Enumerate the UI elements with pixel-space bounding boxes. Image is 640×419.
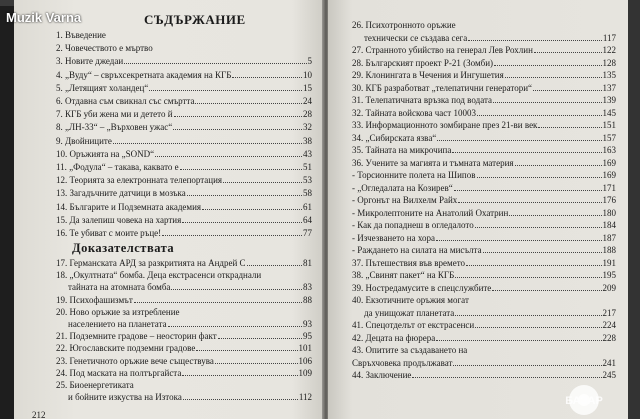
toc-entry-title: - Как да попаднеш в огледалото (352, 220, 474, 230)
toc-entry-page: 32 (303, 122, 312, 133)
toc-entry-page: 112 (298, 392, 312, 403)
toc-entry-page: 122 (602, 45, 616, 55)
toc-entry-title: 2. Човечеството е мъртво (56, 43, 153, 54)
toc-entry-title: - „Огледалата на Козирев“ (352, 182, 453, 193)
toc-entry (352, 245, 616, 255)
toc-entry-title: 34. „Сибирската язва“ (352, 132, 437, 143)
toc-entry (56, 30, 106, 40)
toc-entry-page: 180 (602, 207, 616, 218)
toc-entry-title: тайната на атомната бомба (68, 282, 171, 293)
toc-leader-dots (218, 338, 302, 339)
toc-entry (352, 270, 616, 280)
toc-entry-title: 15. Да залепиш човека на хартия (56, 214, 182, 225)
toc-leader-dots (168, 326, 302, 327)
toc-entry-title: 42. Децата на фюрера (352, 332, 436, 343)
toc-entry (352, 283, 616, 293)
toc-entry-title: 36. Учените за магията и тъмната материя (352, 157, 514, 168)
watermark-text: Muzik Varna (6, 10, 82, 25)
toc-entry-page: 88 (303, 294, 312, 305)
toc-leader-dots (492, 290, 601, 291)
toc-entry-title: 37. Пътешествия във времето (352, 257, 466, 268)
toc-entry-title: 21. Подземните градове – неосторин факт (56, 331, 217, 342)
toc-entry-title: 3. Новите джедаи (56, 56, 124, 67)
toc-leader-dots (453, 365, 601, 366)
toc-entry (68, 392, 312, 402)
toc-entry-title: 27. Странното убийство на генерал Лев Рохлин (352, 45, 533, 55)
toc-entry-title: 19. Психофашизмът (56, 294, 133, 305)
toc-entry (56, 258, 312, 268)
toc-leader-dots (171, 289, 302, 290)
toc-leader-dots (223, 182, 302, 183)
toc-entry-page: 106 (298, 355, 312, 366)
toc-entry (56, 368, 312, 378)
toc-entry (352, 20, 456, 30)
toc-entry-page: 169 (602, 170, 616, 180)
toc-leader-dots (515, 165, 602, 166)
toc-entry-page: 64 (303, 214, 312, 225)
toc-entry-title: 11. „Фодула“ – такава, каквато е (56, 162, 179, 172)
toc-entry-page: 24 (303, 96, 312, 106)
toc-entry (56, 380, 134, 390)
toc-entry (352, 70, 616, 80)
toc-entry-title: 29. Клонингата в Чечения и Ингушетия (352, 70, 504, 80)
toc-entry (68, 319, 312, 329)
toc-entry (352, 183, 616, 193)
toc-entry-title: 12. Теорията за електронната телепортация (56, 175, 223, 186)
toc-entry (352, 320, 616, 330)
toc-entry (352, 108, 616, 118)
toc-entry-page: 77 (303, 228, 312, 238)
toc-leader-dots (458, 202, 601, 203)
toc-entry-page: 224 (602, 320, 616, 330)
toc-entry (352, 258, 616, 268)
toc-entry (56, 136, 312, 146)
toc-entry (364, 308, 616, 318)
toc-entry-title: 23. Генетичното оръжие вече съществува (56, 355, 214, 366)
toc-entry (352, 195, 616, 205)
toc-entry (56, 43, 153, 53)
toc-entry (352, 233, 616, 243)
toc-leader-dots (187, 195, 302, 196)
toc-leader-dots (183, 399, 298, 400)
toc-entry-title: - Торсионните полета на Шипов (352, 170, 476, 180)
toc-entry-title: 13. Загадъчните датчици в мозъка (56, 188, 186, 199)
toc-entry-title: - Микролептоните на Анатолий Охатрин (352, 207, 509, 218)
toc-leader-dots (477, 115, 602, 116)
toc-leader-dots (505, 77, 602, 78)
toc-entry (56, 109, 312, 119)
toc-entry-title: 1. Въведение (56, 30, 106, 40)
toc-entry (352, 158, 616, 168)
toc-leader-dots (468, 40, 602, 41)
toc-entry (56, 202, 312, 212)
toc-entry (56, 83, 312, 93)
toc-entry-title: и бойните изкуства на Изтока (68, 392, 182, 403)
toc-leader-dots (162, 235, 302, 236)
toc-entry-title: 31. Телепатичната връзка под водата (352, 95, 492, 105)
toc-entry-title: 8. „ЛН-33“ – „Върховен ужас“ (56, 122, 173, 133)
toc-entry-title: 5. „Летящият холандец“ (56, 82, 149, 93)
toc-entry (56, 70, 312, 80)
toc-entry-page: 28 (303, 109, 312, 120)
toc-entry (56, 149, 312, 159)
toc-entry (56, 56, 312, 66)
toc-entry-page: 5 (307, 56, 312, 67)
toc-leader-dots (494, 65, 601, 66)
toc-entry (56, 307, 180, 317)
dark-background-right (628, 0, 640, 419)
toc-entry-title: 44. Заключение (352, 370, 412, 380)
toc-entry-title: 4. „Вуду“ – свръхсекретната академия на КГБ (56, 69, 232, 80)
toc-entry-title: 22. Югославските подземни градове (56, 343, 196, 354)
toc-leader-dots (475, 227, 602, 228)
toc-entry (352, 208, 616, 218)
toc-entry (56, 295, 312, 305)
toc-entry (352, 83, 616, 93)
toc-entry-title: 10. Оръжията на „SOND“ (56, 148, 155, 159)
toc-leader-dots (454, 190, 602, 191)
toc-leader-dots (509, 215, 601, 216)
page-title: СЪДЪРЖАНИЕ (144, 12, 246, 27)
toc-leader-dots (195, 103, 302, 104)
toc-leader-dots (437, 140, 601, 141)
toc-entry-page: 135 (602, 70, 616, 80)
left-page (14, 0, 323, 419)
toc-leader-dots (247, 265, 302, 266)
toc-entry (56, 270, 261, 280)
toc-entry-page: 169 (602, 157, 616, 168)
toc-entry (352, 95, 616, 105)
toc-entry-page: 51 (303, 162, 312, 172)
toc-entry-title: 43. Опитите за създаването на (352, 345, 468, 355)
toc-entry-title: 18. „Окултната“ бомба. Деца екстрасенси откраднали (56, 270, 262, 281)
toc-entry-title: населението на планетата (68, 319, 167, 329)
toc-entry (56, 122, 312, 132)
toc-leader-dots (533, 90, 601, 91)
svg-text:БАЗАР: БАЗАР (565, 395, 603, 407)
toc-leader-dots (124, 63, 306, 64)
toc-entry-title: 25. Биоенергетиката (56, 380, 134, 390)
toc-entry-page: 157 (602, 132, 616, 143)
dark-background-left (0, 0, 14, 419)
toc-entry-page: 83 (303, 282, 312, 293)
toc-entry (352, 333, 616, 343)
toc-entry (352, 145, 616, 155)
toc-leader-dots (436, 340, 601, 341)
toc-entry-page: 163 (602, 145, 616, 155)
toc-entry-title: 41. Спецотделът от екстрасенси (352, 320, 475, 330)
toc-entry-title: - Оргонът на Вилхелм Райх (352, 195, 458, 205)
toc-entry-page: 53 (303, 175, 312, 186)
toc-entry-page: 95 (303, 331, 312, 342)
toc-entry (352, 345, 467, 355)
toc-entry-title: 6. Отдавна съм свикнал със смъртта (56, 96, 195, 106)
toc-entry-page: 58 (303, 188, 312, 199)
toc-entry (56, 356, 312, 366)
toc-entry (56, 162, 312, 172)
toc-leader-dots (475, 327, 601, 328)
toc-entry-title: - Раждането на силата на мисълта (352, 245, 482, 255)
toc-entry-page: 15 (303, 82, 312, 93)
toc-entry (352, 120, 616, 130)
toc-entry (352, 220, 616, 230)
toc-entry-page: 109 (298, 367, 312, 378)
toc-leader-dots (180, 169, 302, 170)
toc-entry-page: 187 (602, 232, 616, 243)
toc-entry-page: 176 (602, 195, 616, 205)
toc-entry (352, 295, 469, 305)
toc-leader-dots (196, 350, 297, 351)
section-title: Доказателствата (72, 241, 175, 255)
toc-leader-dots (174, 116, 302, 117)
toc-entry-title: 14. Българите и Подземната академия (56, 201, 202, 212)
toc-entry-title: 24. Под маската на полтъргайста (56, 367, 182, 378)
toc-entry-title: 30. КГБ разработват „телепатични генератори“ (352, 82, 533, 93)
toc-entry (352, 58, 616, 68)
toc-leader-dots (149, 90, 302, 91)
toc-entry (56, 188, 312, 198)
toc-leader-dots (455, 277, 601, 278)
toc-entry-page: 184 (602, 220, 616, 230)
toc-entry-title: 40. Екзотичните оръжия могат (352, 295, 469, 305)
toc-entry-page: 139 (602, 95, 616, 105)
toc-entry-page: 188 (602, 245, 616, 255)
toc-leader-dots (466, 265, 601, 266)
toc-entry-title: 20. Ново оръжие за изтребление (56, 306, 180, 317)
toc-entry (68, 282, 312, 292)
toc-entry-title: 26. Психотронното оръжие (352, 20, 456, 30)
toc-entry-page: 137 (602, 82, 616, 93)
toc-entry-title: 38. „Свинят пакет“ на КГБ (352, 270, 455, 280)
toc-leader-dots (155, 156, 302, 157)
toc-entry-title: 33. Информационното зомбиране през 21-ви век (352, 120, 538, 130)
toc-entry (364, 33, 616, 43)
toc-entry-page: 145 (602, 107, 616, 118)
toc-entry-page: 241 (602, 357, 616, 368)
toc-leader-dots (452, 152, 601, 153)
toc-entry-title: 7. КГБ уби жена ми и детето й (56, 109, 173, 120)
toc-leader-dots (113, 143, 302, 144)
toc-entry (56, 331, 312, 341)
toc-entry-page: 228 (602, 332, 616, 343)
bazar-logo-icon (548, 378, 640, 419)
toc-entry-page: 128 (602, 57, 616, 68)
toc-entry (352, 170, 616, 180)
page-number: 212 (32, 410, 46, 419)
toc-entry-title: 9. Двойниците (56, 135, 112, 146)
toc-entry-title: Свръхчовека продължават (352, 357, 453, 368)
toc-entry (352, 358, 616, 368)
toc-entry-title: 17. Германската АРД за разкритията на Андрей С (56, 258, 246, 268)
toc-leader-dots (493, 102, 602, 103)
toc-leader-dots (173, 129, 302, 130)
toc-entry (352, 133, 616, 143)
toc-entry (56, 228, 312, 238)
toc-entry-title: да унищожат планетата (364, 307, 455, 318)
toc-entry-title: 28. Българският проект Р-21 (Зомби) (352, 57, 494, 68)
toc-entry (352, 45, 616, 55)
toc-leader-dots (215, 363, 298, 364)
toc-entry (56, 343, 312, 353)
toc-leader-dots (455, 315, 601, 316)
toc-entry (56, 215, 312, 225)
toc-entry-title: 32. Тайната войскова част 10003 (352, 107, 476, 118)
toc-entry (56, 96, 312, 106)
right-page (328, 0, 628, 419)
toc-entry-page: 217 (602, 307, 616, 318)
toc-entry-title: 35. Тайната на микрочипа (352, 145, 452, 155)
toc-leader-dots (436, 240, 601, 241)
toc-entry-page: 209 (602, 282, 616, 293)
toc-leader-dots (477, 177, 602, 178)
toc-entry-title: технически се създава сега (364, 32, 468, 43)
toc-entry-page: 117 (602, 32, 616, 43)
toc-leader-dots (182, 222, 302, 223)
toc-leader-dots (538, 127, 601, 128)
toc-entry-page: 93 (303, 319, 312, 329)
toc-leader-dots (202, 209, 302, 210)
toc-leader-dots (232, 77, 302, 78)
toc-leader-dots (182, 375, 297, 376)
toc-entry-page: 38 (303, 135, 312, 146)
toc-leader-dots (483, 252, 602, 253)
toc-entry-page: 195 (602, 270, 616, 280)
toc-entry-page: 101 (298, 343, 312, 354)
toc-entry-title: 39. Ностредамусите в спецслужбите (352, 282, 492, 293)
toc-entry-page: 81 (303, 258, 312, 268)
toc-entry (56, 175, 312, 185)
toc-entry-page: 245 (602, 370, 616, 380)
toc-leader-dots (134, 302, 302, 303)
toc-entry-page: 191 (602, 257, 616, 268)
toc-entry-title: 16. Те убиват с моите ръце! (56, 228, 162, 238)
toc-entry-page: 171 (602, 182, 616, 193)
toc-entry-page: 43 (303, 148, 312, 159)
toc-entry-title: - Изчезването на хора (352, 232, 436, 243)
toc-entry-page: 10 (303, 69, 312, 80)
toc-entry-page: 151 (602, 120, 616, 130)
toc-entry-page: 61 (303, 201, 312, 212)
toc-leader-dots (534, 52, 602, 53)
